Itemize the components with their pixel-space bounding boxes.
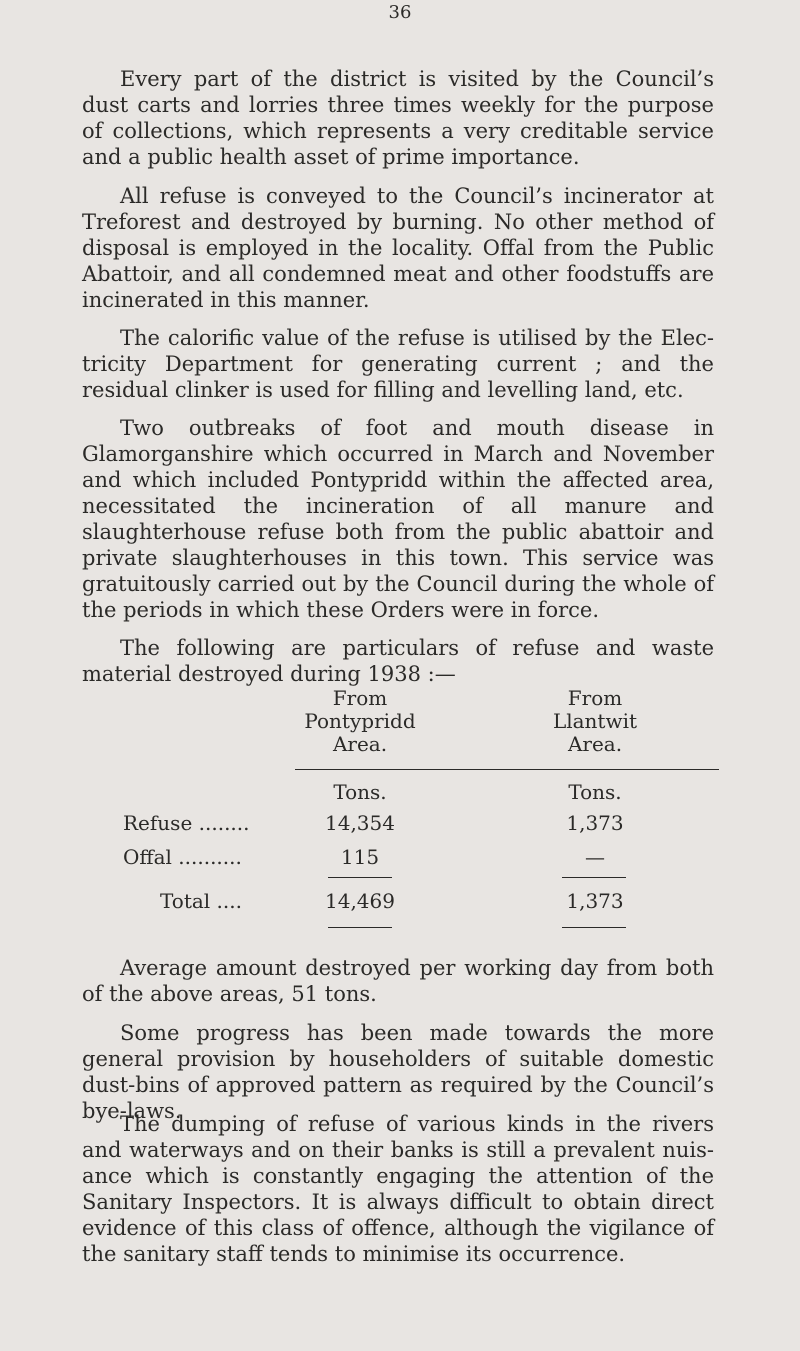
cell-refuse-llantwit: 1,373 (566, 811, 624, 835)
col-header-llantwit-line3: Area. (567, 732, 623, 756)
paragraph-table-intro (82, 635, 714, 687)
col-header-pontypridd-line1: From (332, 686, 388, 710)
paragraph-text: The following are particulars of refuse and waste material destroyed during 1938 :— (82, 636, 714, 686)
paragraph-text: Average amount destroyed per working day from both of the above areas, 51 tons. (82, 956, 714, 1006)
bottom-rule-pontypridd (328, 927, 392, 928)
paragraph-text: Some progress has been made towards the more general provision by householders of suitable domestic dust-bins of approved pattern as required by the Council’s bye-laws. (82, 1021, 714, 1123)
row-label-refuse: Refuse ........ (123, 811, 250, 835)
col-header-pontypridd-line2: Pontypridd (304, 709, 416, 733)
paragraph-calorific-value (82, 325, 714, 403)
paragraph-average (82, 955, 714, 1007)
total-rule-llantwit (562, 877, 626, 878)
cell-refuse-pontypridd: 14,354 (325, 811, 395, 835)
col-header-llantwit-line2: Llantwit (552, 709, 638, 733)
paragraph-incineration (82, 183, 714, 313)
cell-total-llantwit: 1,373 (566, 889, 624, 913)
paragraph-foot-and-mouth (82, 415, 714, 623)
row-label-offal: Offal .......... (123, 845, 242, 869)
paragraph-text: The calorific value of the refuse is utilised by the Electricity Department for generating current ; and the residual clinker is used for filling and levelling land, etc. (82, 326, 714, 402)
paragraph-text: Every part of the district is visited by the Council’s dust carts and lorries three times weekly for the purpose of collections, which represents a very creditable service and a public health asset of prime importance. (82, 67, 714, 169)
row-label-total: Total .... (160, 889, 242, 913)
paragraph-dust-bins (82, 1020, 714, 1124)
unit-llantwit: Tons. (568, 780, 622, 804)
paragraph-text: Two outbreaks of foot and mouth disease in Glamorganshire which occurred in March and November and which included Pontypridd within the affected area, necessitated the incineration of all manure and slaughterhouse refuse both from the public abattoir and private slaughterhouses in this town. This service was gratuitously carried out by the Council during the whole of the periods in which these Orders were in force. (82, 416, 714, 622)
col-header-llantwit-line1: From (567, 686, 623, 710)
paragraph-dumping (82, 1111, 714, 1267)
cell-offal-pontypridd: 115 (340, 845, 380, 869)
col-header-pontypridd-line3: Area. (332, 732, 388, 756)
paragraph-text: All refuse is conveyed to the Council’s incinerator at Treforest and destroyed by burning. No other method of disposal is employed in the locality. Offal from the Public Abattoir, and all condemned meat and other foodstuffs are incinerated in this manner. (82, 184, 714, 312)
cell-offal-llantwit: — (585, 845, 605, 869)
bottom-rule-llantwit (562, 927, 626, 928)
total-rule-pontypridd (328, 877, 392, 878)
paragraph-text: The dumping of refuse of various kinds in the rivers and waterways and on their banks is still a prevalent nuisance which is constantly engaging the attention of the Sanitary Inspectors. It is always difficult to obtain direct evidence of this class of offence, although the vigilance of the sanitary staff tends to minimise its occurrence. (82, 1112, 714, 1266)
page-number: 36 (388, 2, 412, 23)
unit-pontypridd: Tons. (333, 780, 387, 804)
cell-total-pontypridd: 14,469 (325, 889, 395, 913)
header-rule (295, 769, 719, 770)
paragraph-dust-collection (82, 66, 714, 170)
